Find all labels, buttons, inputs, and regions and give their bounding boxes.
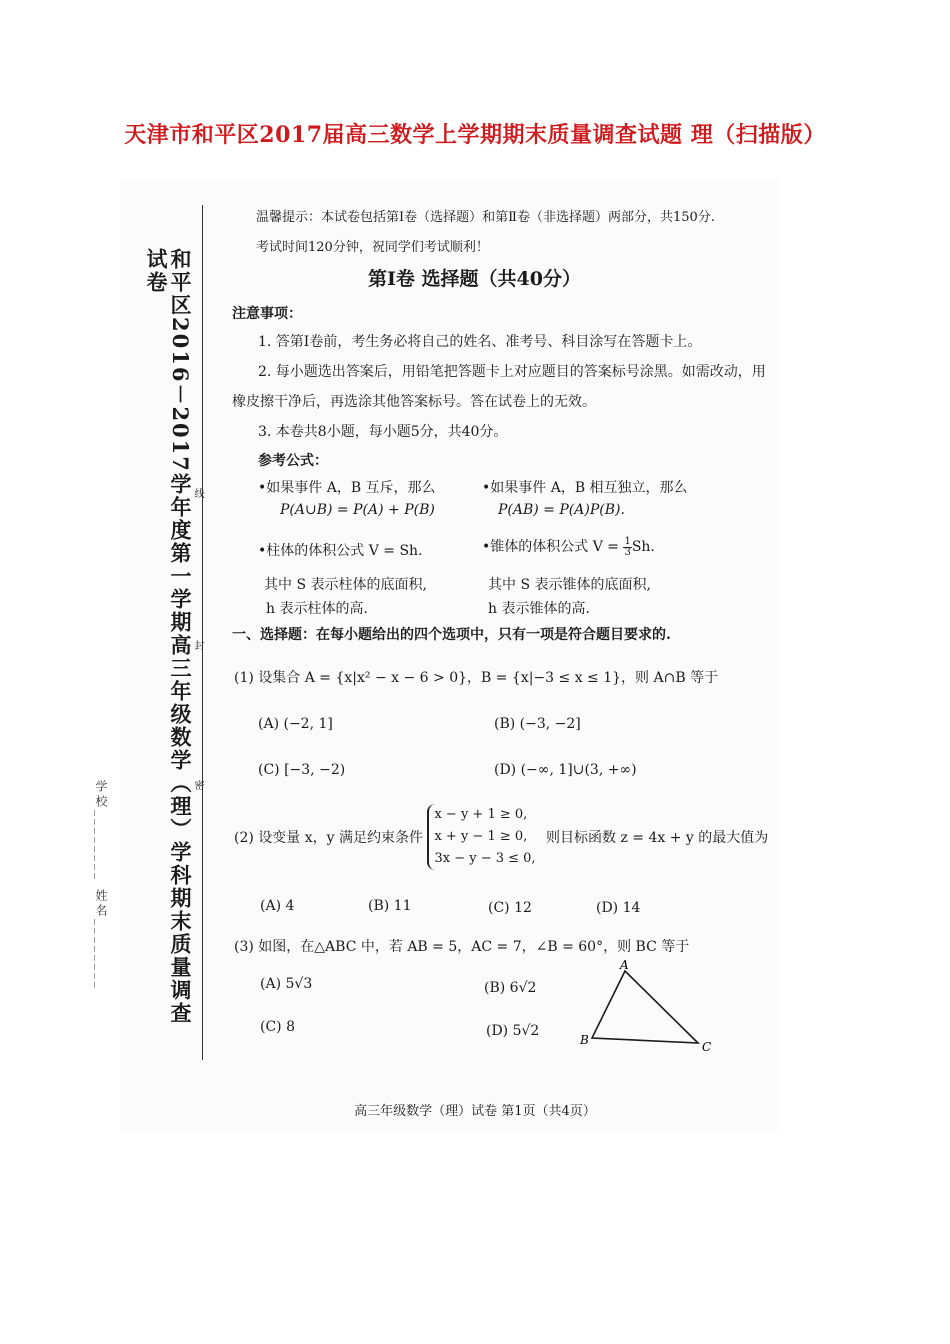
note-1: 1. 答第Ⅰ卷前，考生务必将自己的姓名、准考号、科目涂写在答题卡上。 [258, 334, 702, 350]
q2-option-b: (B) 11 [368, 898, 412, 914]
pyramid-note-2: h 表示锥体的高. [488, 601, 590, 617]
q3-option-d: (D) 5√2 [486, 1023, 540, 1039]
vertex-b-label: B [580, 1033, 589, 1047]
q2-stem-suffix: 则目标函数 z = 4x + y 的最大值为 [546, 830, 769, 846]
document-title: 天津市和平区2017届高三数学上学期期末质量调查试题 理（扫描版） [124, 122, 826, 148]
prism-note-2: h 表示柱体的高. [266, 601, 368, 617]
q1-option-c: (C) [−3, −2) [258, 762, 346, 778]
q2-option-d: (D) 14 [596, 900, 641, 916]
q2-stem-prefix: (2) 设变量 x，y 满足约束条件 [234, 830, 423, 846]
note-3: 3. 本卷共8小题，每小题5分，共40分。 [258, 424, 508, 440]
q3-option-a: (A) 5√3 [260, 976, 313, 992]
fraction-one-third [623, 537, 631, 558]
notes-heading: 注意事项： [232, 306, 302, 322]
q2-option-c: (C) 12 [488, 900, 532, 916]
triangle-figure [570, 955, 720, 1055]
formula-pyramid [482, 536, 655, 558]
triangle-abc [592, 971, 698, 1043]
formula-independent: •如果事件 A，B 相互独立，那么 [482, 480, 688, 496]
fraction-numerator: 1 [624, 535, 631, 547]
intro-line-2: 考试时间120分钟，祝同学们考试顺利！ [256, 240, 489, 255]
binding-line [202, 205, 203, 1060]
formula-exclusive: •如果事件 A，B 互斥，那么 [258, 480, 436, 496]
formula-pyramid-prefix: •锥体的体积公式 V = [482, 539, 624, 555]
q3-option-b: (B) 6√2 [484, 980, 537, 996]
vertex-c-label: C [702, 1040, 712, 1054]
section-title: 第Ⅰ卷 选择题（共40分） [368, 268, 581, 290]
q1-option-a: (A) (−2, 1] [258, 716, 333, 732]
formulas-heading: 参考公式： [258, 453, 328, 469]
margin-mark-seal2: 密 [192, 780, 203, 790]
q3-stem: (3) 如图，在△ABC 中，若 AB = 5，AC = 7，∠B = 60°，则 BC 等于 [234, 939, 690, 955]
side-school-field: 学校________ 姓名________ [94, 780, 108, 991]
formula-prism: •柱体的体积公式 V = Sh. [258, 543, 423, 559]
q2-stem [234, 804, 768, 870]
formula-pyramid-suffix: Sh. [631, 539, 655, 555]
margin-mark-seal: 封 [192, 640, 203, 650]
intro-line-1: 温馨提示：本试卷包括第Ⅰ卷（选择题）和第Ⅱ卷（非选择题）两部分，共150分. [256, 210, 715, 225]
q2-constraint-1: x − y + 1 ≥ 0, [434, 807, 528, 822]
side-exam-name: 和平区2016－2017学年度第一学期高三年级数学（理）学科期末质量调查试卷 [144, 248, 193, 1025]
margin-mark-line: 线 [192, 488, 203, 498]
page-footer: 高三年级数学（理）试卷 第1页（共4页） [354, 1104, 596, 1119]
note-2b: 橡皮擦干净后，再选涂其他答案标号。答在试卷上的无效。 [232, 394, 596, 410]
q1-option-b: (B) (−3, −2] [494, 716, 581, 732]
part1-heading: 一、选择题：在每小题给出的四个选项中，只有一项是符合题目要求的. [232, 627, 671, 643]
vertex-a-label: A [620, 958, 629, 972]
note-2a: 2. 每小题选出答案后，用铅笔把答题卡上对应题目的答案标号涂黑。如需改动，用 [258, 364, 766, 380]
q1-option-d: (D) (−∞, 1]∪(3, +∞) [494, 762, 637, 778]
q3-option-c: (C) 8 [260, 1019, 295, 1035]
q2-constraint-2: x + y − 1 ≥ 0, [434, 829, 528, 844]
formula-independent-eq: P(AB) = P(A)P(B). [498, 502, 625, 518]
formula-exclusive-eq: P(A∪B) = P(A) + P(B) [280, 502, 435, 518]
q2-option-a: (A) 4 [260, 898, 295, 914]
q2-constraint-3: 3x − y − 3 ≤ 0, [434, 851, 536, 866]
pyramid-note-1: 其中 S 表示锥体的底面积, [488, 577, 651, 593]
prism-note-1: 其中 S 表示柱体的底面积, [264, 577, 427, 593]
q1-stem: (1) 设集合 A = {x|x² − x − 6 > 0}，B = {x|−3 ≤ x ≤ 1}，则 A∩B 等于 [234, 670, 719, 686]
q2-constraint-system [427, 804, 535, 870]
fraction-denominator: 3 [624, 546, 631, 558]
